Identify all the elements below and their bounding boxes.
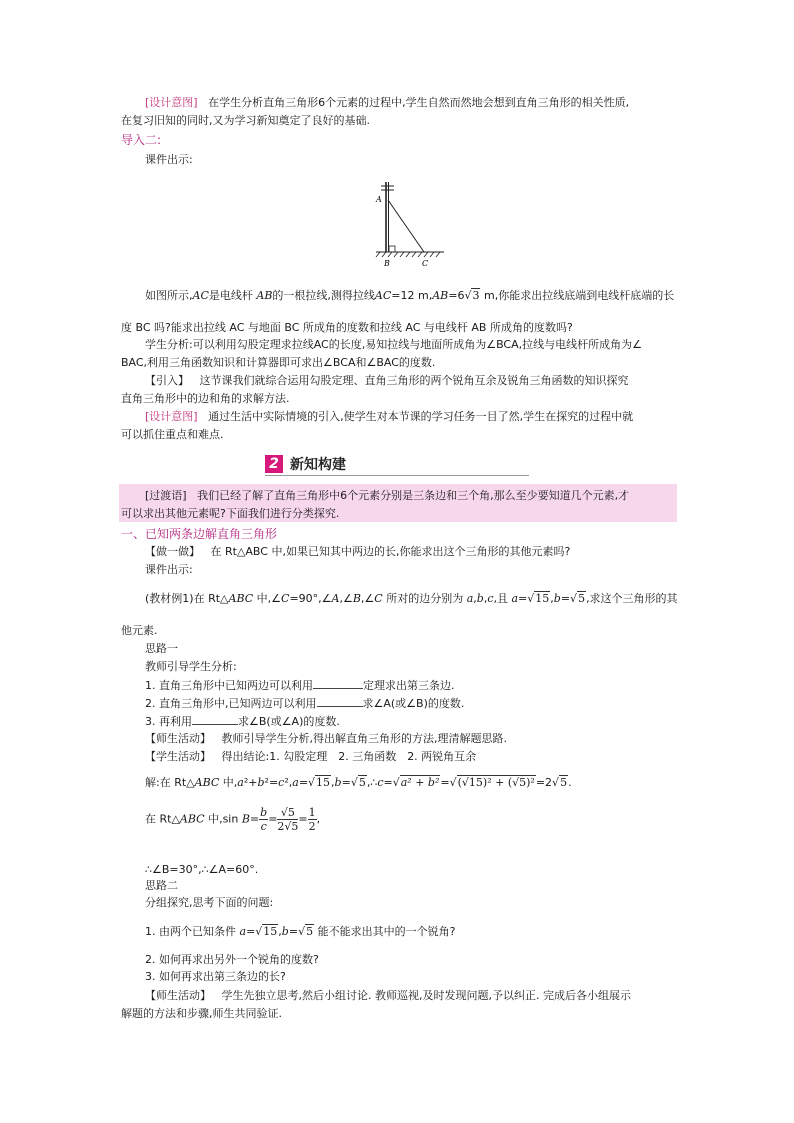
label-b: B: [384, 259, 390, 268]
design-intent-line2: 在复习旧知的同时,又为学习新知奠定了良好的基础.: [121, 114, 370, 127]
yinru-line2: 直角三角形中的边和角的求解方法.: [121, 392, 290, 405]
transition-line2: 可以求出其他元素呢?下面我们进行分类探究.: [121, 507, 340, 520]
blank-3: [192, 714, 238, 725]
problem-line2: 度 BC 吗?能求出拉线 AC 与地面 BC 所成角的度数和拉线 AC 与电线杆 AB 所成角的度数吗?: [121, 321, 573, 334]
conclusion-line: ∴∠B=30°,∴∠A=60°.: [145, 863, 259, 876]
idea2-intro: 分组探究,思考下面的问题:: [145, 896, 274, 909]
tryit-courseware: 课件出示:: [145, 563, 193, 576]
section-number: 2: [265, 455, 283, 473]
idea1-student: 【学生活动】 得出结论:1. 勾股定理 2. 三角函数 2. 两锐角互余: [145, 750, 477, 763]
courseware-label: 课件出示:: [145, 153, 193, 166]
idea2-title: 思路二: [145, 879, 178, 892]
analysis-line1: 学生分析:可以利用勾股定理求拉线AC的长度,易知拉线与地面所成角为∠BCA,拉线与电线杆所成角为∠: [145, 338, 642, 351]
idea1-step3: 3. 再利用 求∠B(或∠A)的度数.: [145, 715, 340, 728]
solution-line: 解:在 Rt△ABC 中,a²+b²=c²,a=√15,b=√5,∴c=√a² + b²=√(√15)² + (√5)²=2√5.: [145, 776, 572, 789]
fraction-one-half: $\frac{1}{2}$: [308, 806, 316, 833]
right-angle-mark: [389, 246, 395, 252]
fraction-b-over-c: $\frac{b}{c}$: [260, 806, 268, 833]
yinru-line1: 【引入】 这节课我们就综合运用勾股定理、直角三角形的两个锐角互余及锐角三角函数的知识探究: [145, 374, 629, 387]
example-line1: (教材例1)在 Rt△ABC 中,∠C=90°,∠A,∠B,∠C 所对的边分别为 a,b,c,且 a=√15,b=√5,求这个三角形的其: [145, 592, 678, 605]
idea1-title: 思路一: [145, 642, 178, 655]
design-intent2-line1: [设计意图] 通过生活中实际情境的引入,使学生对本节课的学习任务一目了然,学生在探究的过程中就: [145, 410, 634, 423]
idea2-q3: 3. 如何再求出第三条边的长?: [145, 970, 286, 983]
part1-heading: 一、已知两条边解直角三角形: [121, 527, 278, 541]
tryit-line: 【做一做】 在 Rt△ABC 中,如果已知其中两边的长,你能求出这个三角形的其他元素吗?: [145, 545, 571, 558]
idea1-step1: 1. 直角三角形中已知两边可以利用 定理求出第三条边.: [145, 679, 455, 692]
blank-1: [313, 678, 363, 689]
idea2-q1: 1. 由两个已知条件 a=√15,b=√5 能不能求出其中的一个锐角?: [145, 925, 456, 938]
problem-line1: 如图所示,AC是电线杆 AB的一根拉线,测得拉线AC=12 m,AB=6√3 m,你能求出拉线底端到电线杆底端的长: [145, 289, 675, 302]
pole-figure: [372, 178, 452, 270]
fraction-sqrt5-over-2sqrt5: $\frac{√5}{2√5}$: [277, 806, 299, 833]
design-intent2-line2: 可以抓住重点和难点.: [121, 428, 224, 441]
guy-wire: [388, 200, 424, 252]
sin-line: 在 Rt△ABC 中,sin B= $\frac{b}{c}$ = $\frac{√5}{2√5}$ = $\frac{1}{2}$ ,: [145, 806, 321, 833]
idea2-activity-line1: 【师生活动】 学生先独立思考,然后小组讨论. 教师巡视,及时发现问题,予以纠正. 完成后各小组展示: [145, 989, 631, 1002]
label-c: C: [422, 259, 429, 268]
ground-hatch: [376, 252, 440, 257]
idea1-activity: 【师生活动】 教师引导学生分析,得出解直角三角形的方法,理清解题思路.: [145, 732, 507, 745]
idea1-guide: 教师引导学生分析:: [145, 660, 237, 673]
label-a: A: [376, 195, 382, 204]
section-title: 新知构建: [290, 457, 346, 473]
example-line2: 他元素.: [121, 624, 158, 637]
idea2-q2: 2. 如何再求出另外一个锐角的度数?: [145, 953, 319, 966]
transition-line1: [过渡语] 我们已经了解了直角三角形中6个元素分别是三条边和三个角,那么至少要知道几个元素,才: [145, 489, 630, 502]
design-intent-line1: [设计意图] 在学生分析直角三角形6个元素的过程中,学生自然而然地会想到直角三角形的相关性质,: [145, 96, 630, 109]
analysis-line2: BAC,利用三角函数知识和计算器即可求出∠BCA和∠BAC的度数.: [121, 356, 436, 369]
idea2-activity-line2: 解题的方法和步骤,师生共同验证.: [121, 1007, 282, 1020]
blank-2: [317, 696, 363, 707]
idea1-step2: 2. 直角三角形中,已知两边可以利用 求∠A(或∠B)的度数.: [145, 697, 465, 710]
intro2-heading: 导入二:: [121, 133, 162, 147]
